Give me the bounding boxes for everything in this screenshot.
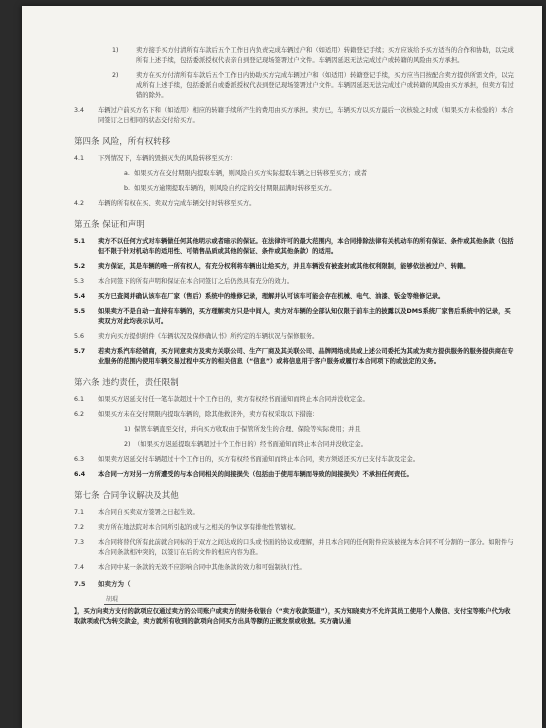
clause-text: 如卖方为（ — [98, 580, 131, 588]
clause-number: 5.7 — [74, 348, 86, 355]
section-heading: 第五条 保证和声明 — [74, 220, 145, 230]
clause-c51 — [74, 237, 514, 257]
clause-number: 5.1 — [74, 238, 86, 245]
contract-body — [74, 46, 514, 627]
clause-c31_1 — [74, 46, 514, 66]
clause-text: 卖方不以任何方式对车辆做任何其他明示或者暗示的保证。在法律许可的最大范围内，本合同排除法律有关机动车的所有保证、条件或其他条款（包括但不限于针对机动车的适用性、可销售品质或其他的保证、条件或其他条款）的适用。 — [98, 238, 514, 255]
clause-number: 7.1 — [74, 509, 85, 516]
clause-text: 下列情况下，车辆的毁损灭失的风险转移至买方： — [98, 155, 237, 162]
clause-number: a. — [124, 170, 130, 177]
clause-number: 5.4 — [74, 293, 86, 300]
clause-number: 4.1 — [74, 155, 85, 162]
clause-number: 6.3 — [74, 456, 85, 463]
clause-text: 若卖方系汽车经销商，买方同意卖方及卖方关联公司、生产厂商及其关联公司、品牌网络成员或上述公司委托为其或为卖方提供服务的服务提供商在专业服务的范围内使用车辆交易过程中买方的相关信息（“信息”）或将信息用于客户服务或履行本合同项下的或法定的义务。 — [98, 348, 514, 365]
clause-c54 — [74, 292, 514, 302]
section-heading: 第七条 合同争议解决及其他 — [74, 491, 179, 501]
clause-text: 本合同一方对另一方所遭受的与本合同相关的间接损失（包括由于使用车辆而导致的间接损失）不承担任何责任。 — [98, 471, 413, 478]
section-heading: 第四条 风险，所有权转移 — [74, 137, 171, 147]
clause-number: 2) — [124, 441, 131, 448]
clause-text: （如果买方迟延提取车辆超过十个工作日的）经书面通知而终止本合同并没收定金。 — [134, 441, 367, 448]
section-heading: 第六条 违约责任，责任限制 — [74, 378, 179, 388]
clause-c41 — [74, 154, 514, 164]
clause-text: 本合同将替代所有此前就合同标的于双方之间达成的口头或书面的协议或理解，并且本合同的任何附件应该被视为本合同不可分割的一部分。如附件与本合同条款相冲突的，以签订在后的文件的相应内容为准。 — [98, 539, 514, 556]
clause-text: 车辆的所有权在买、卖双方完成车辆交付时转移至买方。 — [98, 200, 256, 207]
clause-c31_2 — [74, 71, 514, 101]
clause-number: 2) — [112, 72, 119, 79]
clause-text: 如果买方迟延支付任一笔车款超过十个工作日的，卖方有权经书面通知而终止本合同并没收定金。 — [98, 396, 369, 403]
clause-c55 — [74, 307, 514, 327]
clause-text: 卖方向买方提供附件《车辆状况及保修确认书》所约定的车辆状况与保修服务。 — [98, 333, 319, 340]
clause-c71 — [74, 508, 514, 518]
clause-number: 1) — [112, 47, 119, 54]
clause-text: 保管车辆直至交付，并向买方收取由于保管所发生的合理、保险等实际费用；并且 — [134, 426, 361, 433]
clause-text: 如果卖方不是自动一直持有车辆的，买方理解卖方只是中间人，卖方对车辆的全部认知仅限于前车主的披露以及DMS系统厂家售后系统中的记录，买卖双方对此均表示认可。 — [98, 308, 511, 325]
clause-c53 — [74, 277, 514, 287]
clause-number: 5.3 — [74, 278, 85, 285]
clause-number: 6.2 — [74, 411, 85, 418]
clause-c41a — [74, 169, 514, 179]
clause-number: 1) — [124, 426, 131, 433]
clause-c63 — [74, 455, 514, 465]
clause-c57 — [74, 347, 514, 367]
clause-number: 6.4 — [74, 471, 86, 478]
clause-text: 如果买方逾期提取车辆的，则风险自约定的交付期限届满时转移至买方。 — [134, 185, 336, 192]
clause-c61 — [74, 395, 514, 405]
clause-c34 — [74, 106, 514, 126]
clause-c56 — [74, 332, 514, 342]
clause-text: 卖方保证，其是车辆的唯一所有权人，有充分权利将车辆出让给买方，并且车辆没有被查封或其他权利限制，能够依法被过户、转籍。 — [98, 263, 470, 270]
clause-number: b. — [124, 185, 130, 192]
clause-c62_1 — [74, 425, 514, 435]
clause-text: 车辆过户前买方名下和（如适用）相应的转籍手续所产生的费用由买方承担。卖方已，车辆买方以买方最后一次核验之时或（如果买方未检验的）本合同签订之日相同的状态交付给买方。 — [98, 107, 514, 124]
clause-number: 7.3 — [74, 539, 85, 546]
clause-text: 如果卖方迟延交付车辆超过十个工作日的，买方有权经书面通知而终止本合同，卖方须返还买方已支付车款及定金。 — [98, 456, 420, 463]
clause-c52 — [74, 262, 514, 272]
clause-text: 本合同中某一条款的无效不应影响合同中其他条款的效力和可强制执行性。 — [98, 564, 306, 571]
clause-text: 本合同自买卖双方签署之日起生效。 — [98, 509, 199, 516]
clause-c73 — [74, 538, 514, 558]
clause-c75 — [74, 579, 514, 589]
clause-c74 — [74, 563, 514, 573]
clause-text: 如果买方在交付期限内提取车辆，则风险自买方实际提取车辆之日转移至买方；或者 — [134, 170, 367, 177]
clause-number: 6.1 — [74, 396, 85, 403]
document-page — [22, 6, 542, 728]
clause-text: 卖方在买方付清所有车款后五个工作日内协助买方完成车辆过户和（如适用）转籍登记手续，买方应当目按配合卖方提供所需文件，以完成所有上述手续，包括委派自或委派授权代表到登记现场签署过户文件。车辆因延迟无法完成过户或转籍的风险由买方承担，但卖方有过错的除外。 — [136, 72, 514, 99]
clause-c64 — [74, 470, 514, 480]
clause-c62 — [74, 410, 514, 420]
clause-number: 7.2 — [74, 524, 85, 531]
final-paragraph: 】，买方向卖方支付的款项应仅通过卖方的公司账户或卖方的财务收银台（“卖方收款渠道”），买方知晓卖方不允许其员工使用个人微信、支付宝等账户代为收取款项或代为转交款金，卖方就所有收到的款项向合同买方出具等额的正规发票或收据。买方确认通 — [74, 608, 511, 625]
clause-c72 — [74, 523, 514, 533]
clause-text: 本合同签下的所有声明和保证在本合同签订之后仍然具有充分的效力。 — [98, 278, 294, 285]
clause-number: 4.2 — [74, 200, 85, 207]
clause-c42 — [74, 199, 514, 209]
clause-number: 7.4 — [74, 564, 85, 571]
clause-number: 5.5 — [74, 308, 86, 315]
clause-number: 3.4 — [74, 107, 85, 114]
clause-c41b — [74, 184, 514, 194]
clause-number: 7.5 — [74, 580, 86, 588]
handwritten-name-line: 胡琨 — [104, 594, 236, 605]
clause-text: 买方已查阅并确认该车在厂家（售后）系统中的维修记录，理解并认可该车可能会存在机械、电气、油漆、钣金等维修记录。 — [98, 293, 445, 300]
clause-text: 卖方接手买方付清所有车款后五个工作日内负责完成车辆过户和（如适用）转籍登记手续；买方应该给予买方适当的合作和协助，以完成所有上述手续，包括委派授权代表亲自到登记现场签署过户文件。车辆因延迟无法完成过户或转籍的风险由买方承担。 — [136, 47, 514, 64]
clause-c62_2 — [74, 440, 514, 450]
clause-text: 如果买方未在交付期限内提取车辆的，除其他救济外，卖方有权采取以下措施： — [98, 411, 319, 418]
clause-text: 卖方所在地法院对本合同所引起的或与之相关的争议享有排他性管辖权。 — [98, 524, 300, 531]
clause-number: 5.6 — [74, 333, 85, 340]
clause-number: 5.2 — [74, 263, 86, 270]
